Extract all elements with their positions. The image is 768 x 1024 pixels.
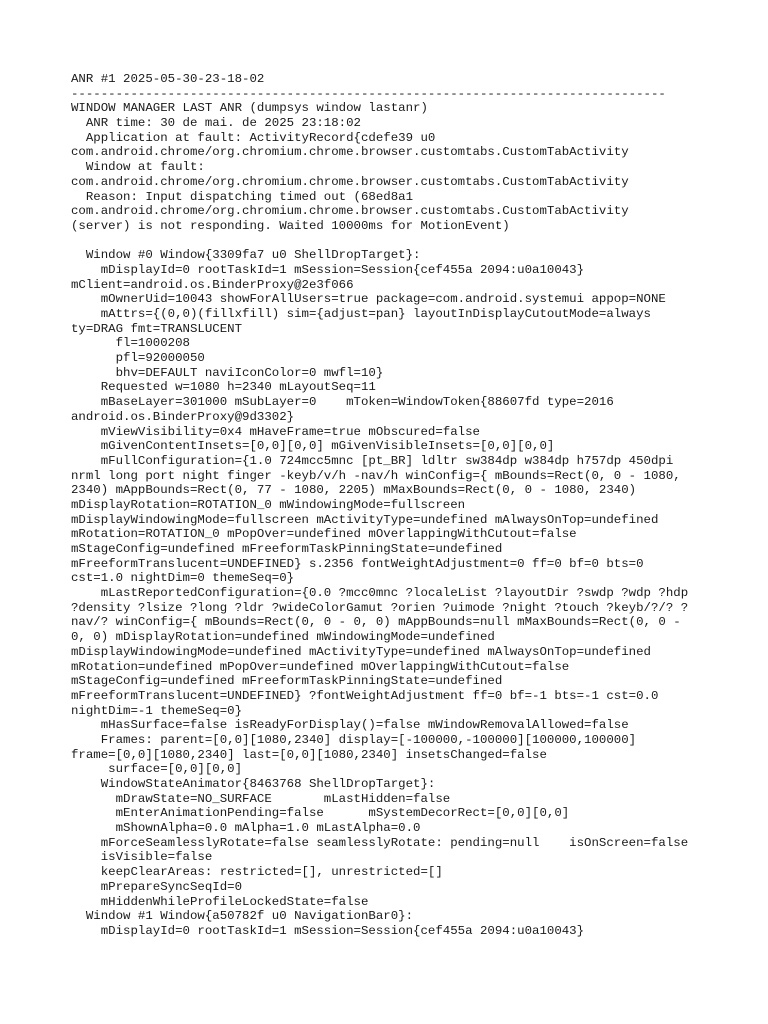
dump-line: 2340) mAppBounds=Rect(0, 77 - 1080, 2205) mMaxBounds=Rect(0, 0 - 1080, 2340) <box>71 483 637 498</box>
dump-blank-line <box>71 234 761 249</box>
dump-line: com.android.chrome/org.chromium.chrome.browser.customtabs.CustomTabActivity <box>71 174 629 189</box>
dump-line: WindowStateAnimator{8463768 ShellDropTarget}: <box>71 777 436 791</box>
dump-line: WINDOW MANAGER LAST ANR (dumpsys window lastanr) <box>71 101 428 116</box>
dump-line: mDrawState=NO_SURFACE mLastHidden=false <box>71 791 451 806</box>
dump-line: nightDim=-1 themeSeq=0} <box>71 703 243 718</box>
dump-line: frame=[0,0][1080,2340] last=[0,0][1080,2340] insetsChanged=false <box>71 747 547 762</box>
dump-line: nav/? winConfig={ mBounds=Rect(0, 0 - 0, 0) mAppBounds=null mMaxBounds=Rect(0, 0 - <box>71 615 681 630</box>
dump-line: Window #0 Window{3309fa7 u0 ShellDropTarget}: <box>71 248 421 263</box>
dump-line: mFreeformTranslucent=UNDEFINED} ?fontWeightAdjustment ff=0 bf=-1 bts=-1 cst=0.0 <box>71 688 659 703</box>
dump-line: mDisplayRotation=ROTATION_0 mWindowingMode=fullscreen <box>71 497 466 512</box>
dump-line: mRotation=ROTATION_0 mPopOver=undefined mOverlappingWithCutout=false <box>71 527 577 542</box>
dump-line: android.os.BinderProxy@9d3302} <box>71 409 295 424</box>
dump-line: mStageConfig=undefined mFreeformTaskPinningState=undefined <box>71 674 503 689</box>
dump-line: mClient=android.os.BinderProxy@2e3f066 <box>71 277 354 292</box>
dump-line: ANR time: 30 de mai. de 2025 23:18:02 <box>71 116 361 131</box>
dump-line: mFreeformTranslucent=UNDEFINED} s.2356 fontWeightAdjustment=0 ff=0 bf=0 bts=0 <box>71 556 644 571</box>
dump-line: mDisplayWindowingMode=fullscreen mActivityType=undefined mAlwaysOnTop=undefined <box>71 512 659 527</box>
dump-line: mEnterAnimationPending=false mSystemDecorRect=[0,0][0,0] <box>71 806 570 821</box>
dump-line: mLastReportedConfiguration={0.0 ?mcc0mnc ?localeList ?layoutDir ?swdp ?wdp ?hdp <box>71 586 689 601</box>
dump-line: mDisplayId=0 rootTaskId=1 mSession=Session{cef455a 2094:u0a10043} <box>71 923 585 938</box>
dump-separator: -------------------------------------------------------------------------------- <box>71 86 666 101</box>
dump-line: Application at fault: ActivityRecord{cdefe39 u0 <box>71 130 436 145</box>
dump-line: com.android.chrome/org.chromium.chrome.browser.customtabs.CustomTabActivity <box>71 145 629 160</box>
dump-line: mRotation=undefined mPopOver=undefined mOverlappingWithCutout=false <box>71 659 570 674</box>
dump-line: mShownAlpha=0.0 mAlpha=1.0 mLastAlpha=0.0 <box>71 821 421 836</box>
dump-line: isVisible=false <box>71 850 213 865</box>
dump-line: bhv=DEFAULT naviIconColor=0 mwfl=10} <box>71 365 384 380</box>
dump-line: mGivenContentInsets=[0,0][0,0] mGivenVisibleInsets=[0,0][0,0] <box>71 439 555 454</box>
dump-line: ?density ?lsize ?long ?ldr ?wideColorGamut ?orien ?uimode ?night ?touch ?keyb/?/? ? <box>71 600 689 615</box>
dump-line: mViewVisibility=0x4 mHaveFrame=true mObscured=false <box>71 424 480 439</box>
dump-line: surface=[0,0][0,0] <box>71 762 243 777</box>
dump-line: Requested w=1080 h=2340 mLayoutSeq=11 <box>71 380 376 395</box>
dump-line: mAttrs={(0,0)(fillxfill) sim={adjust=pan} layoutInDisplayCutoutMode=always <box>71 307 651 321</box>
dump-line: mOwnerUid=10043 showForAllUsers=true package=com.android.systemui appop=NONE <box>71 292 666 307</box>
dump-line: (server) is not responding. Waited 10000ms for MotionEvent) <box>71 218 510 233</box>
dump-line: Window #1 Window{a50782f u0 NavigationBar0}: <box>71 909 414 924</box>
dump-line: 0, 0) mDisplayRotation=undefined mWindowingMode=undefined <box>71 630 495 645</box>
dump-line: nrml long port night finger -keyb/v/h -nav/h winConfig={ mBounds=Rect(0, 0 - 1080, <box>71 468 681 483</box>
dump-line: Reason: Input dispatching timed out (68ed8a1 <box>71 189 414 204</box>
dump-line: mDisplayId=0 rootTaskId=1 mSession=Session{cef455a 2094:u0a10043} <box>71 262 585 277</box>
anr-dump-document <box>71 72 761 953</box>
dump-line: mForceSeamlesslyRotate=false seamlesslyRotate: pending=null isOnScreen=false <box>71 835 689 850</box>
dump-line: mStageConfig=undefined mFreeformTaskPinningState=undefined <box>71 542 503 556</box>
dump-line: pfl=92000050 <box>71 351 205 366</box>
dump-line <box>71 939 761 954</box>
dump-line: mFullConfiguration={1.0 724mcc5mnc [pt_BR] ldltr sw384dp w384dp h757dp 450dpi <box>71 453 674 468</box>
dump-line: mBaseLayer=301000 mSubLayer=0 mToken=WindowToken{88607fd type=2016 <box>71 395 614 410</box>
dump-line: mDisplayWindowingMode=undefined mActivityType=undefined mAlwaysOnTop=undefined <box>71 644 651 659</box>
dump-line: ANR #1 2025-05-30-23-18-02 <box>71 72 265 86</box>
dump-line: com.android.chrome/org.chromium.chrome.browser.customtabs.CustomTabActivity <box>71 204 629 219</box>
dump-line: cst=1.0 nightDim=0 themeSeq=0} <box>71 571 295 586</box>
dump-line: mHiddenWhileProfileLockedState=false <box>71 894 369 909</box>
dump-line: mHasSurface=false isReadyForDisplay()=false mWindowRemovalAllowed=false <box>71 718 629 733</box>
dump-line: Window at fault: <box>71 160 205 175</box>
dump-line: mPrepareSyncSeqId=0 <box>71 879 243 894</box>
dump-line: Frames: parent=[0,0][1080,2340] display=[-100000,-100000][100000,100000] <box>71 732 637 747</box>
dump-line: ty=DRAG fmt=TRANSLUCENT <box>71 321 243 336</box>
dump-line: fl=1000208 <box>71 336 190 351</box>
dump-line: keepClearAreas: restricted=[], unrestricted=[] <box>71 865 443 880</box>
